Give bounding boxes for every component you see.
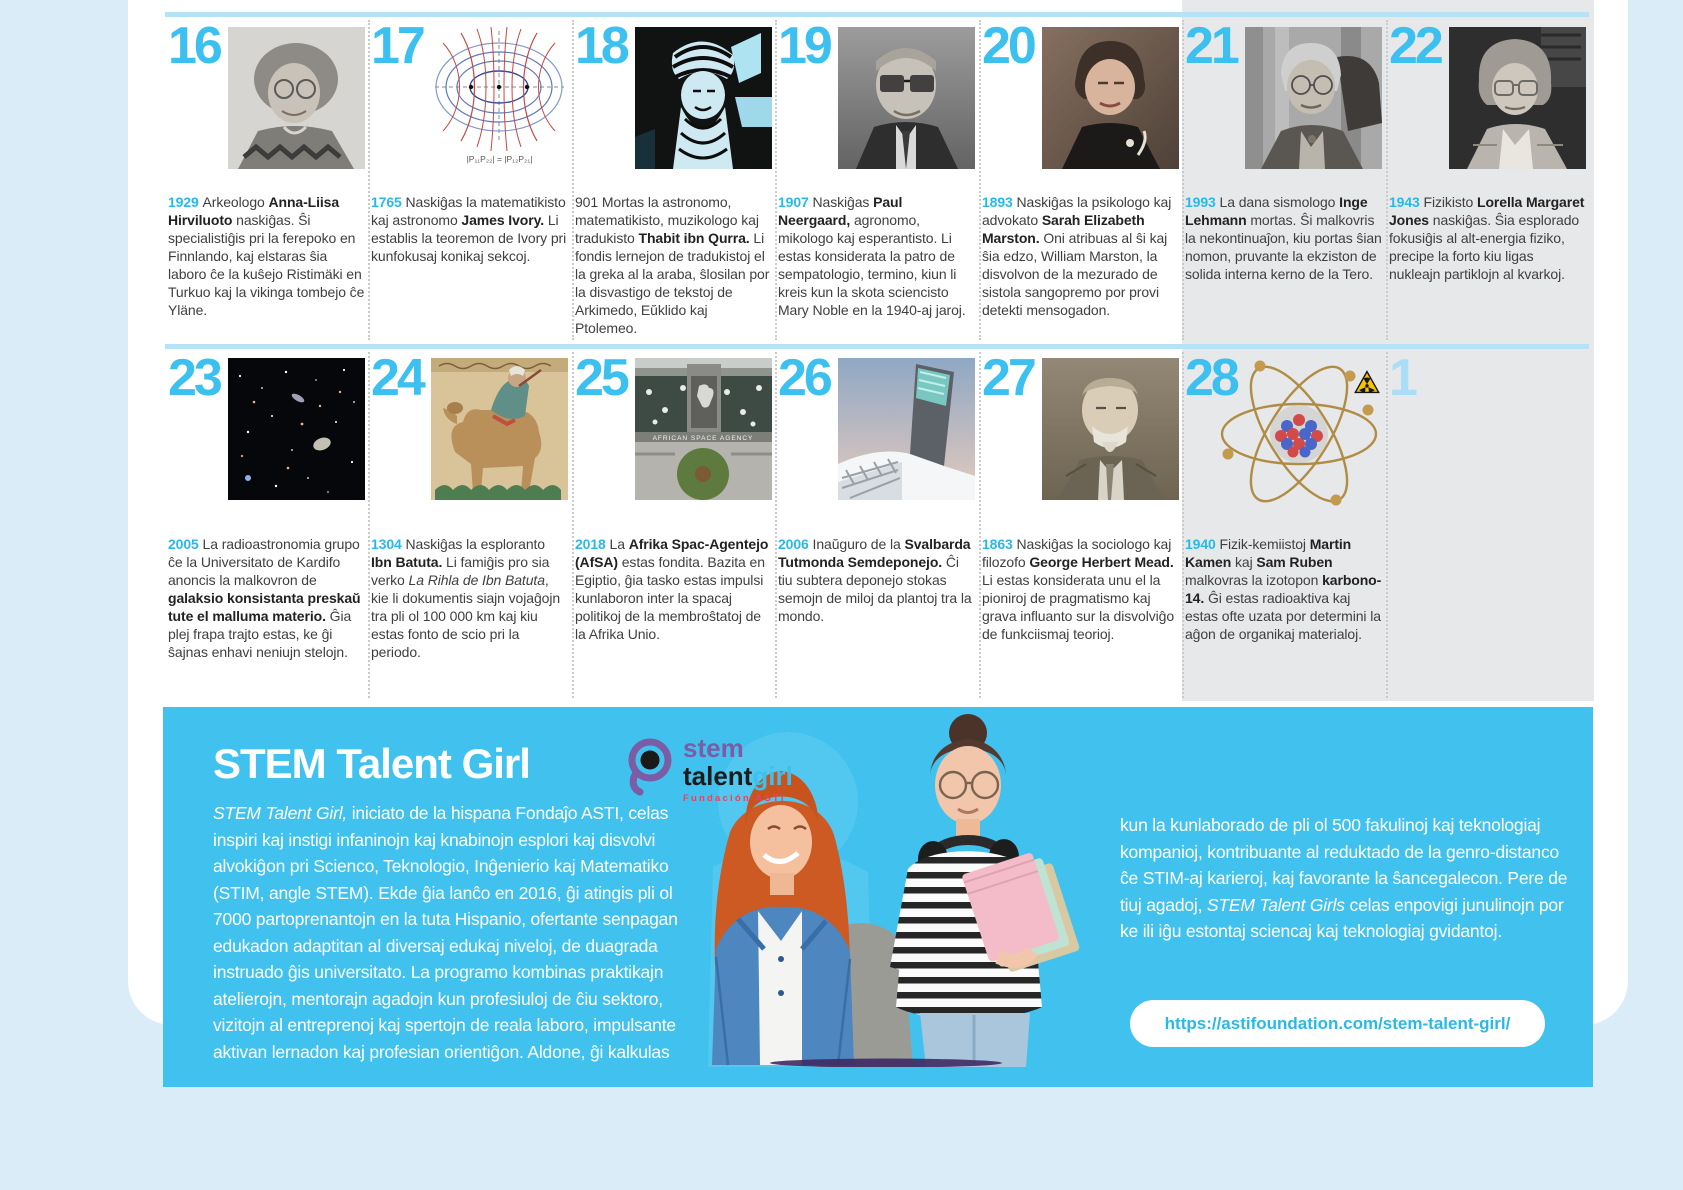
logo-word-talentgirl: talentgirl: [683, 761, 793, 791]
day-number: 26: [778, 349, 830, 407]
calendar-cell-1-next-month: [1386, 344, 1589, 674]
cell-text: 1893 Naskiĝas la psikologo kaj advokato Sarah Elizabeth Marston. Oni atribuas al ŝi kaj ŝia edzo, William Marston, la disvolvon de la mezurado de sistola sangopremo por provi detekti mensogadon.: [982, 194, 1172, 318]
calendar-cell-19: [775, 12, 978, 342]
photo-paul-neergaard: [838, 27, 975, 169]
stem-paragraph-right: kun la kunlaborado de pli ol 500 fakulinoj kaj teknologiaj kompanioj, kontribuante al reduktado de la genro-distanco ĉe STIM-aj karieroj, kaj favorante la ŝancegalecon. Pere de tiuj agadoj, STEM Talent Girls celas enpovigi junulinojn por ke ili iĝu estontaj sciencaj kaj teknologiaj gvidantoj.: [1120, 815, 1568, 941]
stem-talent-girl-section: [163, 707, 1593, 1087]
cell-text: 1304 Naskiĝas la esploranto Ibn Batuta. Li famiĝis pro sia verko La Rihla de Ibn Batuta, kie li dokumentis siajn vojaĝojn tra pli ol 100 000 km kaj kiu estas fonto de scio pri la periodo.: [371, 536, 561, 660]
day-number: 24: [371, 349, 423, 407]
cell-text: 1863 Naskiĝas la sociologo kaj filozofo George Herbert Mead. Li estas konsiderata unu el la pioniroj de pragmatismo kaj grava influanto sur la disvolviĝo de funkciismaj teorioj.: [982, 536, 1175, 642]
cell-text: 1929 Arkeologo Anna-Liisa Hirviluoto naskiĝas. Ŝi specialistiĝis pri la ferepoko en Finnlando, kaj elstaras ŝia laboro ĉe la kuŝejo Ristimäki en Turkuo kaj la vikinga tombejo ĉe Yläne.: [168, 194, 365, 318]
day-number: 21: [1185, 17, 1237, 75]
calendar-cell-22: [1386, 12, 1589, 342]
stem-paragraph-left: STEM Talent Girl, iniciato de la hispana Fondaĵo ASTI, celas inspiri kaj instigi infaninojn kaj knabinojn esplori kaj disvolvi alvokiĝon pri Scienco, Teknologio, Inĝenierio kaj Matematiko (STIM, angle STEM). Ekde ĝia lanĉo en 2016, ĝi atingis pli ol 7000 partoprenantojn en la tuta Hispanio, ofertante senpagan edukadon adaptitan al diversaj edukaj niveloj, de duagrada instruado ĝis universitato. La programo kombinas praktikajn atelierojn, mentorajn agadojn kun profesiuloj de ĉiu sektoro, vizitojn al entreprenoj kaj spertojn de reala laboro, impulsante aktivan lernadon kaj profesian orientiĝon. Aldone, ĝi kalkulas: [213, 803, 678, 1062]
photo-svalbard-seed-vault: [838, 358, 975, 500]
cell-text: 2005 La radioastronomia grupo ĉe la Universitato de Kardifo anoncis la malkovron de galaksio konsistanta preskaŭ tute el malluma materio. Ĝia plej frapa trajto estas, ke ĝi ŝajnas enhavi neniujn stelojn.: [168, 536, 361, 660]
radioactive-icon: [1354, 370, 1380, 394]
photo-sarah-elizabeth-marston: [1042, 27, 1179, 169]
stem-logo-icon: [625, 735, 675, 797]
logo-word-stem: stem: [683, 733, 744, 763]
day-number: 19: [778, 17, 830, 75]
cell-text: 1993 La dana sismologo Inge Lehmann mortas. Ŝi malkovris la nekontinuaĵon, kiu portas ŝian nomon, pruvante la ekziston de solida interna kerno de la Tero.: [1185, 194, 1382, 282]
calendar-cell-21: [1182, 12, 1385, 342]
day-number: 22: [1389, 17, 1441, 75]
day-number: 23: [168, 349, 220, 407]
calendar-cell-27: [979, 344, 1182, 674]
photo-african-space-agency-building: [635, 358, 772, 500]
day-number: 28: [1185, 349, 1237, 407]
stem-talent-girl-logo: [625, 735, 793, 804]
illustration-ibn-batuta-camel: [431, 358, 568, 500]
diagram-caption: |P₁₁P₂₂| = |P₁₂P₂₁|: [466, 154, 533, 164]
girl-brunette: [890, 714, 1080, 1067]
cell-text: 1765 Naskiĝas la matematikisto kaj astronomo James Ivory. Li establis la teoremon de Ivory pri kunfokusaj konikaj sekcoj.: [371, 194, 567, 264]
day-number: 20: [982, 17, 1034, 75]
calendar-cell-26: [775, 344, 978, 674]
day-number: 27: [982, 349, 1034, 407]
calendar-cell-28: [1182, 344, 1385, 674]
day-number: 1: [1389, 349, 1415, 407]
calendar-cell-20: [979, 12, 1182, 342]
day-number: 18: [575, 17, 627, 75]
diagram-ivory-confocal-conics: [431, 27, 568, 169]
day-number: 16: [168, 17, 220, 75]
calendar-cell-24: [368, 344, 571, 674]
cell-text: 2006 Inaŭguro de la Svalbarda Tutmonda Semdeponejo. Ĉi tiu subtera deponejo stokas semojn de miloj da plantoj tra la mondo.: [778, 536, 972, 624]
calendar-cell-17: [368, 12, 571, 342]
photo-anna-liisa-hirviluoto: [228, 27, 365, 169]
calendar-cell-23: [165, 344, 368, 674]
photo-lorella-margaret-jones: [1449, 27, 1586, 169]
cell-text: 2018 La Afrika Spac-Agentejo (AfSA) estas fondita. Bazita en Egiptio, ĝia tasko estas impulsi kunlaboron inter la spacaj politikoj de la membroŝtatoj de la Afrika Unio.: [575, 536, 769, 642]
day-number: 25: [575, 349, 627, 407]
cell-text: 901 Mortas la astronomo, matematikisto, muzikologo kaj tradukisto Thabit ibn Qurra. Li fondis lernejon de tradukistoj el la greka al la araba, ŝlosilan por la disvastigo de tekstoj de Arkimedo, Eŭklido kaj Ptolemeo.: [575, 194, 770, 336]
cell-text: 1940 Fizik-kemiistoj Martin Kamen kaj Sam Ruben malkovras la izotopon karbono-14. Ĝi estas radioaktiva kaj estas ofte uzata por determini la aĝon de organikaj materialoj.: [1185, 536, 1382, 642]
logo-foundation: Fundación ASTI: [683, 793, 786, 804]
photo-george-herbert-mead: [1042, 358, 1179, 500]
calendar-cell-18: [572, 12, 775, 342]
calendar-cell-16: [165, 12, 368, 342]
stem-website-link[interactable]: https://astifoundation.com/stem-talent-girl/: [1130, 1000, 1545, 1047]
portrait-thabit-ibn-qurra: [635, 27, 772, 169]
stem-section-heading: STEM Talent Girl: [213, 740, 530, 787]
photo-inge-lehmann: [1245, 27, 1382, 169]
building-sign-text: AFRICAN SPACE AGENCY: [652, 435, 754, 442]
calendar-cell-25: [572, 344, 775, 674]
cell-text: 1943 Fizikisto Lorella Margaret Jones naskiĝas. Ŝia esplorado fokusiĝis al alt-energia fiziko, precipe la forto kiu ligas nukleajn partiklojn al kvarkoj.: [1389, 194, 1585, 282]
photo-dark-matter-galaxy-field: [228, 358, 365, 500]
day-number: 17: [371, 17, 423, 75]
cell-text: 1907 Naskiĝas Paul Neergaard, agronomo, mikologo kaj esperantisto. Li estas konsiderata la patro de sempatologio, termino, kiun li kreis kun la skota sciencisto Mary Noble en la 1940-aj jaroj.: [778, 194, 966, 318]
